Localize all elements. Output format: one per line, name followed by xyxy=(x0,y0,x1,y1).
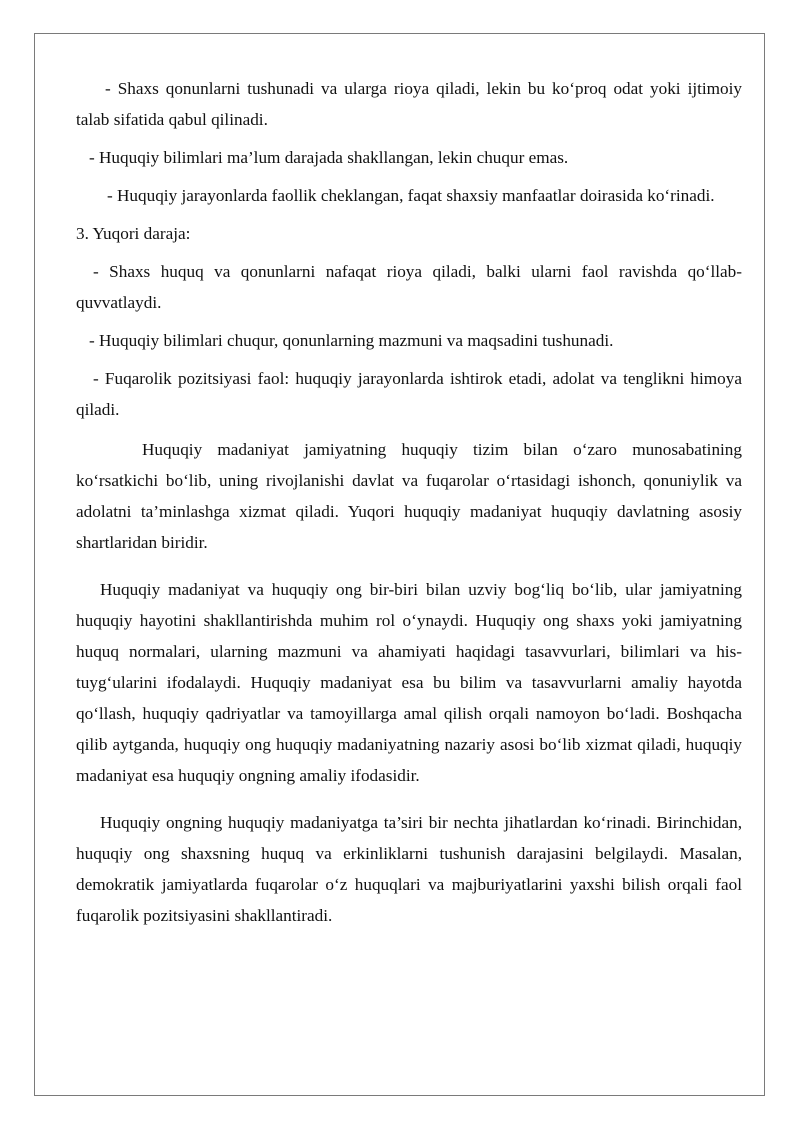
body-paragraph: Huquqiy madaniyat jamiyatning huquqiy tizim bilan o‘zaro munosabatining ko‘rsatkichi bo‘lib, uning rivojlanishi davlat va fuqarolar o‘rtasidagi ishonch, qonuniylik va adolatni ta’minlashga xizmat qiladi. Yuqori huquqiy madaniyat huquqiy davlatning asosiy shartlaridan biridir. xyxy=(76,440,742,552)
bullet-paragraph: - Shaxs qonunlarni tushunadi va ularga rioya qiladi, lekin bu ko‘proq odat yoki ijtimoiy talab sifatida qabul qilinadi. xyxy=(76,79,742,129)
bullet-paragraph: - Shaxs huquq va qonunlarni nafaqat rioya qiladi, balki ularni faol ravishda qo‘llab-quvvatlaydi. xyxy=(76,262,742,312)
bullet-paragraph: - Huquqiy bilimlari chuqur, qonunlarning mazmuni va maqsadini tushunadi. xyxy=(89,331,614,350)
bullet-paragraph: - Fuqarolik pozitsiyasi faol: huquqiy jarayonlarda ishtirok etadi, adolat va tenglikni himoya qiladi. xyxy=(76,369,742,419)
section-heading: 3. Yuqori daraja: xyxy=(76,224,191,243)
body-paragraph: Huquqiy ongning huquqiy madaniyatga ta’siri bir nechta jihatlardan ko‘rinadi. Birinchidan, huquqiy ong shaxsning huquq va erkinliklarni tushunish darajasini belgilaydi. Masalan, demokratik jamiyatlarda fuqarolar o‘z huquqlari va majburiyatlarini yaxshi bilish orqali faol fuqarolik pozitsiyasini shakllantiradi. xyxy=(76,813,742,925)
body-paragraph: Huquqiy madaniyat va huquqiy ong bir-biri bilan uzviy bog‘liq bo‘lib, ular jamiyatning huquqiy hayotini shakllantirishda muhim rol o‘ynaydi. Huquqiy ong shaxs yoki jamiyatning huquq normalari, ularning mazmuni va ahamiyati haqidagi tasavvurlari, bilimlari va his-tuyg‘ularini ifodalaydi. Huquqiy madaniyat esa bu bilim va tasavvurlarni amaliy hayotda qo‘llash, huquqiy qadriyatlar va tamoyillarga amal qilish orqali namoyon bo‘ladi. Boshqacha qilib aytganda, huquqiy ong huquqiy madaniyatning nazariy asosi bo‘lib xizmat qiladi, huquqiy madaniyat esa huquqiy ongning amaliy ifodasidir. xyxy=(76,580,742,785)
bullet-paragraph: - Huquqiy bilimlari ma’lum darajada shakllangan, lekin chuqur emas. xyxy=(89,148,569,167)
bullet-paragraph: - Huquqiy jarayonlarda faollik cheklangan, faqat shaxsiy manfaatlar doirasida ko‘rinadi. xyxy=(107,186,715,205)
document-body xyxy=(76,73,742,931)
